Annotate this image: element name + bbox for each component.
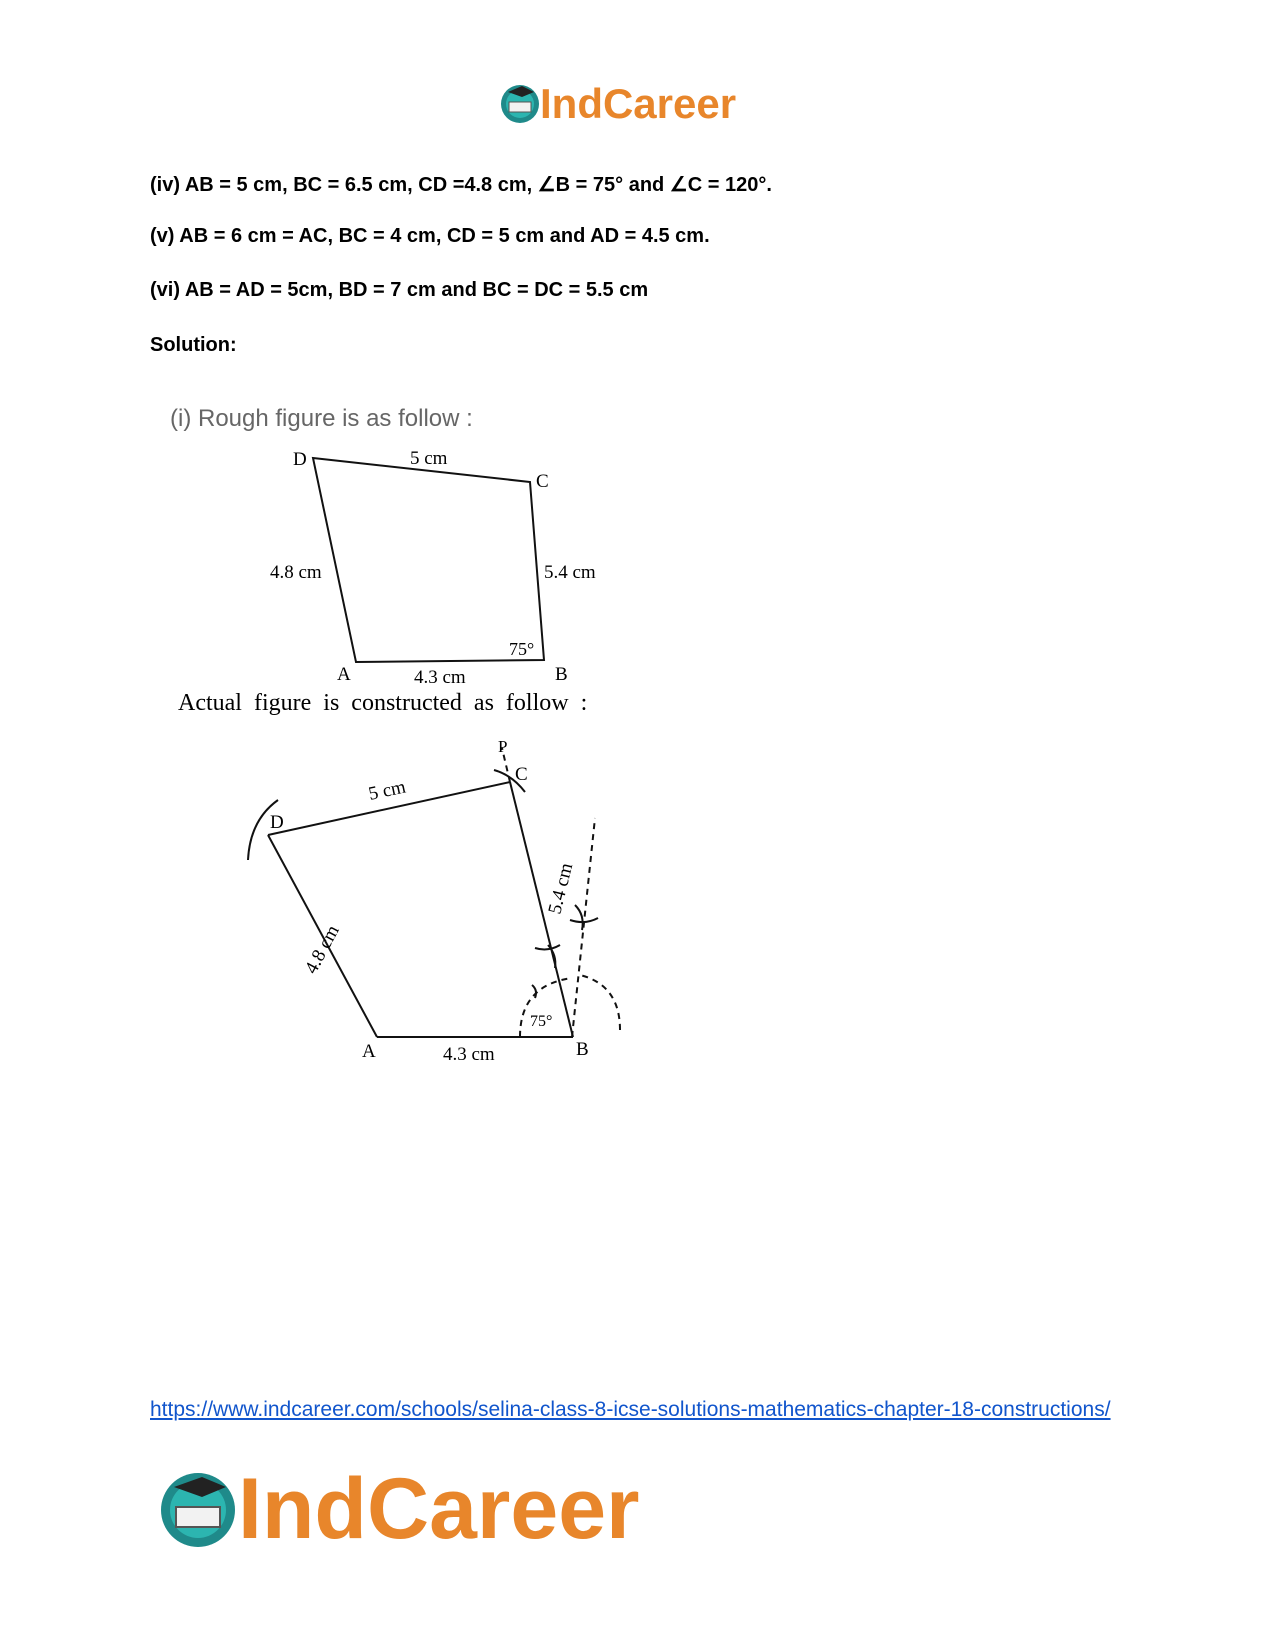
rough-side-dc-label: 5 cm xyxy=(410,448,448,469)
question-iv: (iv) AB = 5 cm, BC = 6.5 cm, CD =4.8 cm, ∠B = 75° and ∠C = 120°. xyxy=(150,174,772,196)
rough-vertex-d: D xyxy=(293,449,307,470)
rough-side-bc-label: 5.4 cm xyxy=(544,562,596,583)
indcareer-logo-footer xyxy=(160,1461,700,1557)
actual-vertex-a: A xyxy=(362,1041,376,1062)
actual-side-bc-label: 5.4 cm xyxy=(544,860,578,917)
actual-vertex-c: C xyxy=(515,764,528,785)
arc-bisect-2 xyxy=(570,918,598,922)
rough-vertex-b: B xyxy=(555,664,568,685)
arc-b-large xyxy=(580,975,620,1030)
rough-figure-caption: (i) Rough figure is as follow : xyxy=(170,405,473,432)
actual-side-dc-label: 5 cm xyxy=(366,776,408,805)
bisector-line xyxy=(572,818,595,1037)
actual-vertex-d: D xyxy=(270,812,284,833)
rough-side-ab-label: 4.3 cm xyxy=(414,667,466,688)
actual-side-ab-label: 4.3 cm xyxy=(443,1044,495,1065)
logo-text: IndCareer xyxy=(238,1461,640,1557)
footer-link[interactable]: https://www.indcareer.com/schools/selina-class-8-icse-solutions-mathematics-chapter-18-constructions/ xyxy=(150,1398,1111,1421)
actual-side-ad-label: 4.8 cm xyxy=(300,921,344,978)
rough-side-ad-label: 4.8 cm xyxy=(270,562,322,583)
actual-vertex-b: B xyxy=(576,1039,589,1060)
actual-figure-caption: Actual figure is constructed as follow : xyxy=(178,690,588,716)
actual-vertex-p: P xyxy=(498,737,508,756)
arc-bisect-4 xyxy=(575,905,583,930)
logo-text: IndCareer xyxy=(540,80,737,127)
question-vi: (vi) AB = AD = 5cm, BD = 7 cm and BC = DC = 5.5 cm xyxy=(150,279,649,301)
question-v: (v) AB = 6 cm = AC, BC = 4 cm, CD = 5 cm and AD = 4.5 cm. xyxy=(150,225,710,247)
actual-angle-b-label: 75° xyxy=(530,1013,553,1030)
solution-label: Solution: xyxy=(150,334,237,356)
rough-vertex-c: C xyxy=(536,471,549,492)
rough-vertex-a: A xyxy=(337,664,351,685)
rough-angle-b-label: 75° xyxy=(509,639,535,659)
